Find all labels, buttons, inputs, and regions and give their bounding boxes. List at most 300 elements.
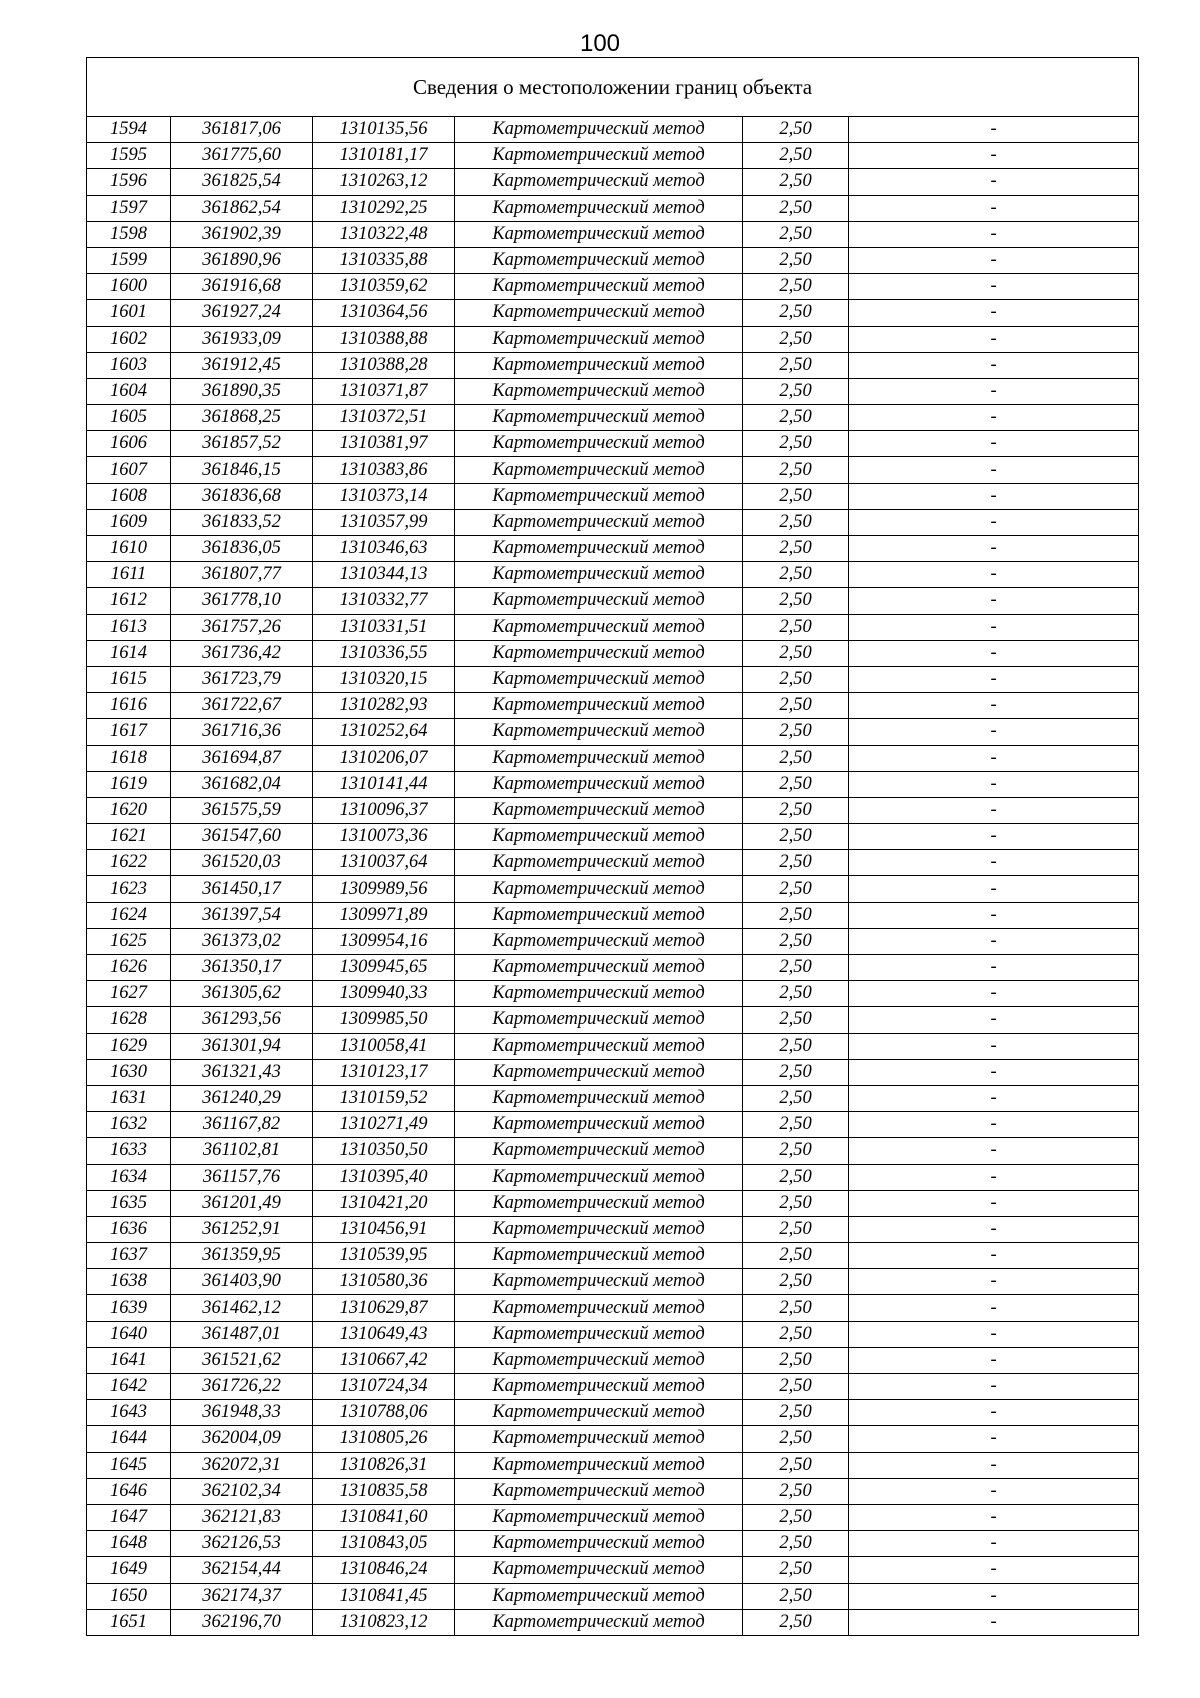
accuracy-cell: 2,50 xyxy=(743,850,849,876)
x-coordinate-cell: 361293,56 xyxy=(171,1007,313,1033)
accuracy-cell: 2,50 xyxy=(743,666,849,692)
extra-cell: - xyxy=(849,1033,1139,1059)
method-cell: Картометрический метод xyxy=(455,274,743,300)
extra-cell: - xyxy=(849,457,1139,483)
table-row xyxy=(87,1085,1139,1111)
accuracy-cell: 2,50 xyxy=(743,1426,849,1452)
method-cell: Картометрический метод xyxy=(455,431,743,457)
accuracy-cell: 2,50 xyxy=(743,1531,849,1557)
table-row xyxy=(87,143,1139,169)
x-coordinate-cell: 361846,15 xyxy=(171,457,313,483)
table-row xyxy=(87,666,1139,692)
method-cell: Картометрический метод xyxy=(455,928,743,954)
method-cell: Картометрический метод xyxy=(455,1531,743,1557)
accuracy-cell: 2,50 xyxy=(743,640,849,666)
x-coordinate-cell: 361487,01 xyxy=(171,1321,313,1347)
x-coordinate-cell: 361726,22 xyxy=(171,1374,313,1400)
table-row xyxy=(87,902,1139,928)
extra-cell: - xyxy=(849,693,1139,719)
y-coordinate-cell: 1310649,43 xyxy=(313,1321,455,1347)
accuracy-cell: 2,50 xyxy=(743,902,849,928)
accuracy-cell: 2,50 xyxy=(743,1400,849,1426)
extra-cell: - xyxy=(849,1400,1139,1426)
table-row xyxy=(87,1190,1139,1216)
point-number-cell: 1630 xyxy=(87,1059,171,1085)
point-number-cell: 1621 xyxy=(87,824,171,850)
method-cell: Картометрический метод xyxy=(455,1557,743,1583)
x-coordinate-cell: 361201,49 xyxy=(171,1190,313,1216)
table-row xyxy=(87,955,1139,981)
accuracy-cell: 2,50 xyxy=(743,614,849,640)
accuracy-cell: 2,50 xyxy=(743,876,849,902)
table-row xyxy=(87,221,1139,247)
point-number-cell: 1636 xyxy=(87,1216,171,1242)
extra-cell: - xyxy=(849,195,1139,221)
point-number-cell: 1633 xyxy=(87,1138,171,1164)
extra-cell: - xyxy=(849,1426,1139,1452)
extra-cell: - xyxy=(849,1164,1139,1190)
accuracy-cell: 2,50 xyxy=(743,1112,849,1138)
method-cell: Картометрический метод xyxy=(455,1609,743,1635)
table-row xyxy=(87,352,1139,378)
accuracy-cell: 2,50 xyxy=(743,536,849,562)
accuracy-cell: 2,50 xyxy=(743,405,849,431)
extra-cell: - xyxy=(849,431,1139,457)
table-row xyxy=(87,247,1139,273)
table-row xyxy=(87,614,1139,640)
x-coordinate-cell: 361240,29 xyxy=(171,1085,313,1111)
y-coordinate-cell: 1310096,37 xyxy=(313,797,455,823)
table-row xyxy=(87,1138,1139,1164)
accuracy-cell: 2,50 xyxy=(743,247,849,273)
point-number-cell: 1616 xyxy=(87,693,171,719)
y-coordinate-cell: 1310823,12 xyxy=(313,1609,455,1635)
method-cell: Картометрический метод xyxy=(455,457,743,483)
y-coordinate-cell: 1310320,15 xyxy=(313,666,455,692)
table-row xyxy=(87,1609,1139,1635)
table-row xyxy=(87,431,1139,457)
table-row xyxy=(87,1347,1139,1373)
method-cell: Картометрический метод xyxy=(455,1478,743,1504)
y-coordinate-cell: 1310357,99 xyxy=(313,509,455,535)
accuracy-cell: 2,50 xyxy=(743,221,849,247)
accuracy-cell: 2,50 xyxy=(743,693,849,719)
point-number-cell: 1615 xyxy=(87,666,171,692)
table-row xyxy=(87,378,1139,404)
accuracy-cell: 2,50 xyxy=(743,719,849,745)
point-number-cell: 1640 xyxy=(87,1321,171,1347)
accuracy-cell: 2,50 xyxy=(743,745,849,771)
y-coordinate-cell: 1310388,88 xyxy=(313,326,455,352)
method-cell: Картометрический метод xyxy=(455,666,743,692)
method-cell: Картометрический метод xyxy=(455,326,743,352)
x-coordinate-cell: 361723,79 xyxy=(171,666,313,692)
point-number-cell: 1629 xyxy=(87,1033,171,1059)
method-cell: Картометрический метод xyxy=(455,719,743,745)
table-row xyxy=(87,771,1139,797)
table-row xyxy=(87,1452,1139,1478)
x-coordinate-cell: 361403,90 xyxy=(171,1269,313,1295)
method-cell: Картометрический метод xyxy=(455,588,743,614)
accuracy-cell: 2,50 xyxy=(743,509,849,535)
x-coordinate-cell: 361868,25 xyxy=(171,405,313,431)
point-number-cell: 1600 xyxy=(87,274,171,300)
x-coordinate-cell: 361775,60 xyxy=(171,143,313,169)
x-coordinate-cell: 361817,06 xyxy=(171,117,313,143)
x-coordinate-cell: 361694,87 xyxy=(171,745,313,771)
y-coordinate-cell: 1310841,45 xyxy=(313,1583,455,1609)
point-number-cell: 1646 xyxy=(87,1478,171,1504)
table-row xyxy=(87,1478,1139,1504)
extra-cell: - xyxy=(849,1295,1139,1321)
accuracy-cell: 2,50 xyxy=(743,1609,849,1635)
method-cell: Картометрический метод xyxy=(455,955,743,981)
point-number-cell: 1595 xyxy=(87,143,171,169)
y-coordinate-cell: 1309945,65 xyxy=(313,955,455,981)
table-row xyxy=(87,1321,1139,1347)
x-coordinate-cell: 361890,96 xyxy=(171,247,313,273)
y-coordinate-cell: 1310346,63 xyxy=(313,536,455,562)
accuracy-cell: 2,50 xyxy=(743,1504,849,1530)
table-title: Сведения о местоположении границ объекта xyxy=(87,58,1139,117)
table-row xyxy=(87,588,1139,614)
method-cell: Картометрический метод xyxy=(455,117,743,143)
extra-cell: - xyxy=(849,1347,1139,1373)
extra-cell: - xyxy=(849,614,1139,640)
y-coordinate-cell: 1310846,24 xyxy=(313,1557,455,1583)
y-coordinate-cell: 1310381,97 xyxy=(313,431,455,457)
extra-cell: - xyxy=(849,902,1139,928)
point-number-cell: 1641 xyxy=(87,1347,171,1373)
extra-cell: - xyxy=(849,169,1139,195)
point-number-cell: 1601 xyxy=(87,300,171,326)
table-row xyxy=(87,195,1139,221)
accuracy-cell: 2,50 xyxy=(743,326,849,352)
x-coordinate-cell: 361722,67 xyxy=(171,693,313,719)
accuracy-cell: 2,50 xyxy=(743,431,849,457)
x-coordinate-cell: 361778,10 xyxy=(171,588,313,614)
accuracy-cell: 2,50 xyxy=(743,1374,849,1400)
y-coordinate-cell: 1310788,06 xyxy=(313,1400,455,1426)
x-coordinate-cell: 361575,59 xyxy=(171,797,313,823)
y-coordinate-cell: 1310383,86 xyxy=(313,457,455,483)
accuracy-cell: 2,50 xyxy=(743,117,849,143)
method-cell: Картометрический метод xyxy=(455,745,743,771)
boundary-table-container xyxy=(86,57,1138,1636)
extra-cell: - xyxy=(849,1478,1139,1504)
accuracy-cell: 2,50 xyxy=(743,1033,849,1059)
table-row xyxy=(87,719,1139,745)
x-coordinate-cell: 361927,24 xyxy=(171,300,313,326)
extra-cell: - xyxy=(849,1138,1139,1164)
extra-cell: - xyxy=(849,928,1139,954)
x-coordinate-cell: 361862,54 xyxy=(171,195,313,221)
extra-cell: - xyxy=(849,1216,1139,1242)
y-coordinate-cell: 1309985,50 xyxy=(313,1007,455,1033)
method-cell: Картометрический метод xyxy=(455,1452,743,1478)
point-number-cell: 1604 xyxy=(87,378,171,404)
table-row xyxy=(87,1557,1139,1583)
accuracy-cell: 2,50 xyxy=(743,1557,849,1583)
accuracy-cell: 2,50 xyxy=(743,1190,849,1216)
table-row xyxy=(87,326,1139,352)
accuracy-cell: 2,50 xyxy=(743,928,849,954)
y-coordinate-cell: 1310835,58 xyxy=(313,1478,455,1504)
point-number-cell: 1648 xyxy=(87,1531,171,1557)
accuracy-cell: 2,50 xyxy=(743,1478,849,1504)
extra-cell: - xyxy=(849,1504,1139,1530)
method-cell: Картометрический метод xyxy=(455,509,743,535)
x-coordinate-cell: 361521,62 xyxy=(171,1347,313,1373)
x-coordinate-cell: 361252,91 xyxy=(171,1216,313,1242)
x-coordinate-cell: 361933,09 xyxy=(171,326,313,352)
x-coordinate-cell: 361807,77 xyxy=(171,562,313,588)
extra-cell: - xyxy=(849,405,1139,431)
method-cell: Картометрический метод xyxy=(455,536,743,562)
y-coordinate-cell: 1310263,12 xyxy=(313,169,455,195)
y-coordinate-cell: 1310336,55 xyxy=(313,640,455,666)
point-number-cell: 1638 xyxy=(87,1269,171,1295)
table-row xyxy=(87,169,1139,195)
extra-cell: - xyxy=(849,771,1139,797)
y-coordinate-cell: 1310724,34 xyxy=(313,1374,455,1400)
point-number-cell: 1618 xyxy=(87,745,171,771)
extra-cell: - xyxy=(849,824,1139,850)
table-row xyxy=(87,693,1139,719)
y-coordinate-cell: 1310373,14 xyxy=(313,483,455,509)
table-row xyxy=(87,824,1139,850)
table-row xyxy=(87,1531,1139,1557)
table-row xyxy=(87,981,1139,1007)
x-coordinate-cell: 361305,62 xyxy=(171,981,313,1007)
y-coordinate-cell: 1309954,16 xyxy=(313,928,455,954)
extra-cell: - xyxy=(849,1374,1139,1400)
table-row xyxy=(87,457,1139,483)
y-coordinate-cell: 1310322,48 xyxy=(313,221,455,247)
method-cell: Картометрический метод xyxy=(455,1085,743,1111)
extra-cell: - xyxy=(849,640,1139,666)
method-cell: Картометрический метод xyxy=(455,1138,743,1164)
accuracy-cell: 2,50 xyxy=(743,1347,849,1373)
extra-cell: - xyxy=(849,1007,1139,1033)
method-cell: Картометрический метод xyxy=(455,352,743,378)
x-coordinate-cell: 362196,70 xyxy=(171,1609,313,1635)
y-coordinate-cell: 1310335,88 xyxy=(313,247,455,273)
method-cell: Картометрический метод xyxy=(455,640,743,666)
extra-cell: - xyxy=(849,876,1139,902)
method-cell: Картометрический метод xyxy=(455,221,743,247)
method-cell: Картометрический метод xyxy=(455,824,743,850)
method-cell: Картометрический метод xyxy=(455,1059,743,1085)
accuracy-cell: 2,50 xyxy=(743,981,849,1007)
x-coordinate-cell: 361825,54 xyxy=(171,169,313,195)
y-coordinate-cell: 1310058,41 xyxy=(313,1033,455,1059)
point-number-cell: 1631 xyxy=(87,1085,171,1111)
y-coordinate-cell: 1310292,25 xyxy=(313,195,455,221)
extra-cell: - xyxy=(849,562,1139,588)
x-coordinate-cell: 361359,95 xyxy=(171,1243,313,1269)
accuracy-cell: 2,50 xyxy=(743,771,849,797)
method-cell: Картометрический метод xyxy=(455,797,743,823)
accuracy-cell: 2,50 xyxy=(743,457,849,483)
table-row xyxy=(87,1295,1139,1321)
x-coordinate-cell: 361912,45 xyxy=(171,352,313,378)
accuracy-cell: 2,50 xyxy=(743,797,849,823)
x-coordinate-cell: 361682,04 xyxy=(171,771,313,797)
method-cell: Картометрический метод xyxy=(455,1216,743,1242)
extra-cell: - xyxy=(849,1609,1139,1635)
method-cell: Картометрический метод xyxy=(455,1007,743,1033)
y-coordinate-cell: 1310252,64 xyxy=(313,719,455,745)
y-coordinate-cell: 1310037,64 xyxy=(313,850,455,876)
y-coordinate-cell: 1310206,07 xyxy=(313,745,455,771)
accuracy-cell: 2,50 xyxy=(743,562,849,588)
y-coordinate-cell: 1310141,44 xyxy=(313,771,455,797)
y-coordinate-cell: 1310843,05 xyxy=(313,1531,455,1557)
point-number-cell: 1623 xyxy=(87,876,171,902)
x-coordinate-cell: 361902,39 xyxy=(171,221,313,247)
point-number-cell: 1649 xyxy=(87,1557,171,1583)
table-row xyxy=(87,928,1139,954)
extra-cell: - xyxy=(849,981,1139,1007)
y-coordinate-cell: 1310456,91 xyxy=(313,1216,455,1242)
table-row xyxy=(87,509,1139,535)
point-number-cell: 1643 xyxy=(87,1400,171,1426)
y-coordinate-cell: 1310539,95 xyxy=(313,1243,455,1269)
extra-cell: - xyxy=(849,666,1139,692)
accuracy-cell: 2,50 xyxy=(743,1321,849,1347)
table-row xyxy=(87,405,1139,431)
method-cell: Картометрический метод xyxy=(455,1243,743,1269)
extra-cell: - xyxy=(849,955,1139,981)
method-cell: Картометрический метод xyxy=(455,405,743,431)
y-coordinate-cell: 1310805,26 xyxy=(313,1426,455,1452)
y-coordinate-cell: 1310371,87 xyxy=(313,378,455,404)
point-number-cell: 1613 xyxy=(87,614,171,640)
extra-cell: - xyxy=(849,300,1139,326)
point-number-cell: 1628 xyxy=(87,1007,171,1033)
point-number-cell: 1602 xyxy=(87,326,171,352)
y-coordinate-cell: 1310135,56 xyxy=(313,117,455,143)
accuracy-cell: 2,50 xyxy=(743,955,849,981)
method-cell: Картометрический метод xyxy=(455,1190,743,1216)
x-coordinate-cell: 362102,34 xyxy=(171,1478,313,1504)
point-number-cell: 1642 xyxy=(87,1374,171,1400)
x-coordinate-cell: 361833,52 xyxy=(171,509,313,535)
point-number-cell: 1632 xyxy=(87,1112,171,1138)
x-coordinate-cell: 361350,17 xyxy=(171,955,313,981)
method-cell: Картометрический метод xyxy=(455,1164,743,1190)
point-number-cell: 1597 xyxy=(87,195,171,221)
extra-cell: - xyxy=(849,1059,1139,1085)
y-coordinate-cell: 1310421,20 xyxy=(313,1190,455,1216)
accuracy-cell: 2,50 xyxy=(743,1007,849,1033)
accuracy-cell: 2,50 xyxy=(743,1059,849,1085)
point-number-cell: 1617 xyxy=(87,719,171,745)
method-cell: Картометрический метод xyxy=(455,1347,743,1373)
table-row xyxy=(87,536,1139,562)
table-row xyxy=(87,1059,1139,1085)
table-row xyxy=(87,1426,1139,1452)
y-coordinate-cell: 1310395,40 xyxy=(313,1164,455,1190)
extra-cell: - xyxy=(849,719,1139,745)
point-number-cell: 1612 xyxy=(87,588,171,614)
x-coordinate-cell: 361157,76 xyxy=(171,1164,313,1190)
x-coordinate-cell: 361736,42 xyxy=(171,640,313,666)
method-cell: Картометрический метод xyxy=(455,614,743,640)
method-cell: Картометрический метод xyxy=(455,771,743,797)
y-coordinate-cell: 1310271,49 xyxy=(313,1112,455,1138)
method-cell: Картометрический метод xyxy=(455,169,743,195)
table-row xyxy=(87,274,1139,300)
accuracy-cell: 2,50 xyxy=(743,1243,849,1269)
y-coordinate-cell: 1309989,56 xyxy=(313,876,455,902)
method-cell: Картометрический метод xyxy=(455,247,743,273)
point-number-cell: 1607 xyxy=(87,457,171,483)
accuracy-cell: 2,50 xyxy=(743,1216,849,1242)
x-coordinate-cell: 362072,31 xyxy=(171,1452,313,1478)
boundary-coordinates-table xyxy=(86,57,1139,1636)
x-coordinate-cell: 361450,17 xyxy=(171,876,313,902)
y-coordinate-cell: 1310350,50 xyxy=(313,1138,455,1164)
x-coordinate-cell: 361547,60 xyxy=(171,824,313,850)
extra-cell: - xyxy=(849,1583,1139,1609)
x-coordinate-cell: 361757,26 xyxy=(171,614,313,640)
extra-cell: - xyxy=(849,1321,1139,1347)
method-cell: Картометрический метод xyxy=(455,1295,743,1321)
x-coordinate-cell: 361462,12 xyxy=(171,1295,313,1321)
point-number-cell: 1614 xyxy=(87,640,171,666)
point-number-cell: 1603 xyxy=(87,352,171,378)
y-coordinate-cell: 1310841,60 xyxy=(313,1504,455,1530)
point-number-cell: 1644 xyxy=(87,1426,171,1452)
method-cell: Картометрический метод xyxy=(455,1374,743,1400)
point-number-cell: 1608 xyxy=(87,483,171,509)
y-coordinate-cell: 1310372,51 xyxy=(313,405,455,431)
accuracy-cell: 2,50 xyxy=(743,1269,849,1295)
extra-cell: - xyxy=(849,1112,1139,1138)
point-number-cell: 1594 xyxy=(87,117,171,143)
extra-cell: - xyxy=(849,1243,1139,1269)
x-coordinate-cell: 361948,33 xyxy=(171,1400,313,1426)
table-row xyxy=(87,745,1139,771)
extra-cell: - xyxy=(849,326,1139,352)
table-row xyxy=(87,483,1139,509)
table-row xyxy=(87,300,1139,326)
y-coordinate-cell: 1310364,56 xyxy=(313,300,455,326)
table-row xyxy=(87,562,1139,588)
point-number-cell: 1598 xyxy=(87,221,171,247)
extra-cell: - xyxy=(849,850,1139,876)
method-cell: Картометрический метод xyxy=(455,1504,743,1530)
method-cell: Картометрический метод xyxy=(455,1400,743,1426)
extra-cell: - xyxy=(849,352,1139,378)
table-row xyxy=(87,1007,1139,1033)
y-coordinate-cell: 1310580,36 xyxy=(313,1269,455,1295)
method-cell: Картометрический метод xyxy=(455,1583,743,1609)
point-number-cell: 1619 xyxy=(87,771,171,797)
y-coordinate-cell: 1310826,31 xyxy=(313,1452,455,1478)
method-cell: Картометрический метод xyxy=(455,562,743,588)
point-number-cell: 1605 xyxy=(87,405,171,431)
point-number-cell: 1625 xyxy=(87,928,171,954)
accuracy-cell: 2,50 xyxy=(743,1583,849,1609)
method-cell: Картометрический метод xyxy=(455,1426,743,1452)
table-row xyxy=(87,1400,1139,1426)
extra-cell: - xyxy=(849,1531,1139,1557)
x-coordinate-cell: 361167,82 xyxy=(171,1112,313,1138)
point-number-cell: 1599 xyxy=(87,247,171,273)
